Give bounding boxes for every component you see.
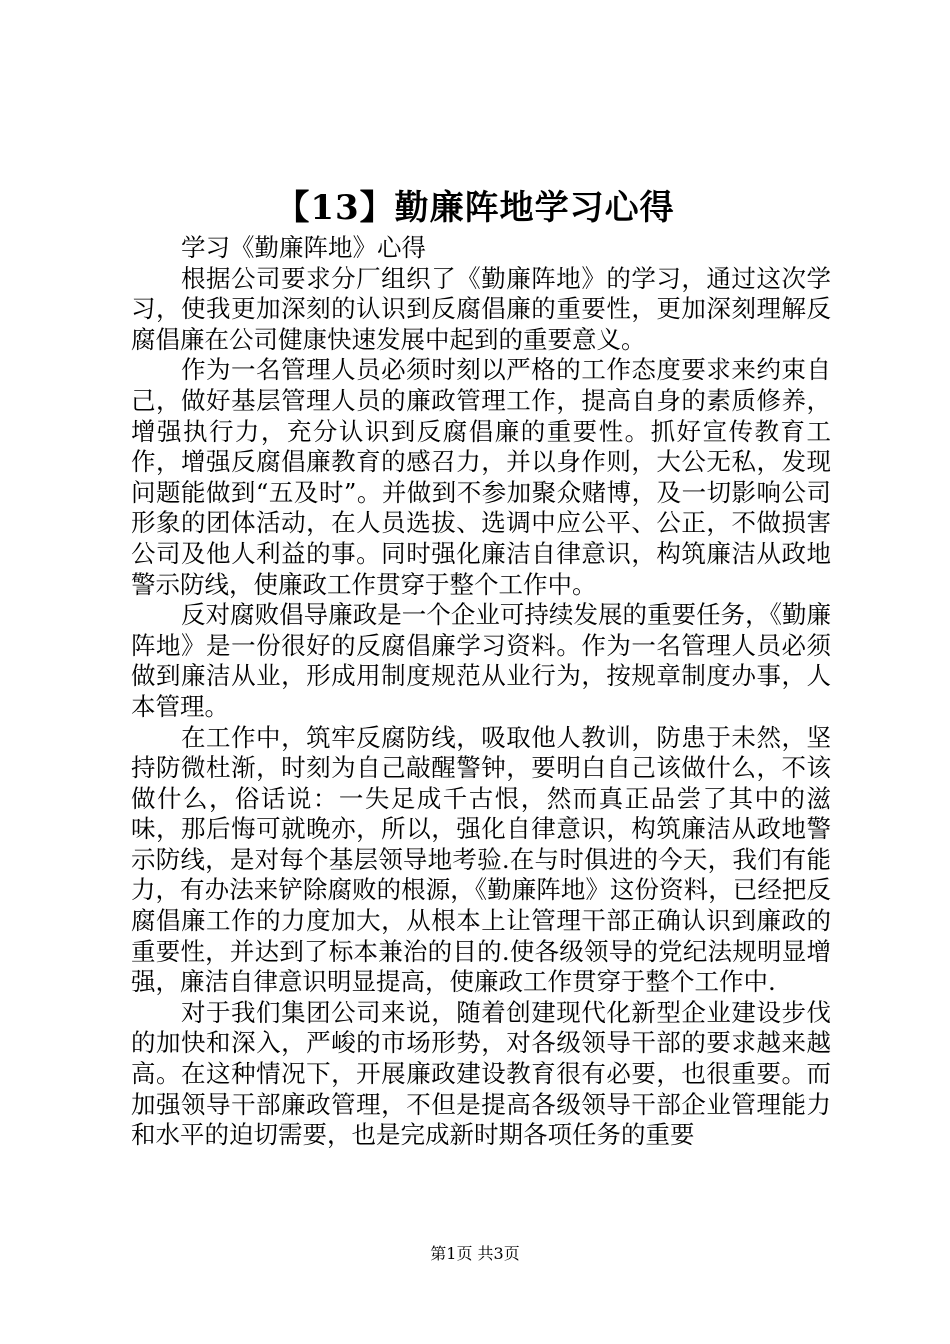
paragraph-5: 对于我们集团公司来说，随着创建现代化新型企业建设步伐的加快和深入，严峻的市场形势，对各级领导干部的要求越来越高。在这种情况下，开展廉政建设教育很有必要，也很重要。而加强领导干部廉政管理，不但是提高各级领导干部企业管理能力和水平的迫切需要，也是完成新时期各项任务的重要 bbox=[131, 997, 831, 1150]
paragraph-3: 反对腐败倡导廉政是一个企业可持续发展的重要任务，《勤廉阵地》是一份很好的反腐倡廉学习资料。作为一名管理人员必须做到廉洁从业，形成用制度规范从业行为，按规章制度办事，人本管理。 bbox=[131, 600, 831, 721]
paragraph-2: 作为一名管理人员必须时刻以严格的工作态度要求来约束自己，做好基层管理人员的廉政管理工作，提高自身的素质修养，增强执行力，充分认识到反腐倡廉的重要性。抓好宣传教育工作，增强反腐倡廉教育的感召力，并以身作则，大公无私，发现问题能做到“五及时”。并做到不参加聚众赌博，及一切影响公司形象的团体活动，在人员选拔、选调中应公平、公正，不做损害公司及他人利益的事。同时强化廉洁自律意识，构筑廉洁从政地警示防线，使廉政工作贯穿于整个工作中。 bbox=[131, 355, 831, 599]
document-title: 【13】勤廉阵地学习心得 bbox=[275, 188, 675, 228]
paragraph-subtitle: 学习《勤廉阵地》心得 bbox=[181, 233, 426, 262]
paragraph-1: 根据公司要求分厂组织了《勤廉阵地》的学习，通过这次学习，使我更加深刻的认识到反腐倡廉的重要性，更加深刻理解反腐倡廉在公司健康快速发展中起到的重要意义。 bbox=[131, 263, 831, 354]
document-body bbox=[131, 233, 831, 1151]
page-footer: 第1页 共3页 bbox=[430, 1244, 520, 1263]
paragraph-4: 在工作中，筑牢反腐防线，吸取他人教训，防患于未然，坚持防微杜渐，时刻为自己敲醒警钟，要明白自己该做什么，不该做什么，俗话说：一失足成千古恨，然而真正品尝了其中的滋味，那后悔可就晚亦，所以，强化自律意识，构筑廉洁从政地警示防线，是对每个基层领导地考验.在与时俱进的今天，我们有能力，有办法来铲除腐败的根源，《勤廉阵地》这份资料，已经把反腐倡廉工作的力度加大，从根本上让管理干部正确认识到廉政的重要性，并达到了标本兼治的目的.使各级领导的党纪法规明显增强，廉洁自律意识明显提高，使廉政工作贯穿于整个工作中. bbox=[131, 722, 831, 997]
